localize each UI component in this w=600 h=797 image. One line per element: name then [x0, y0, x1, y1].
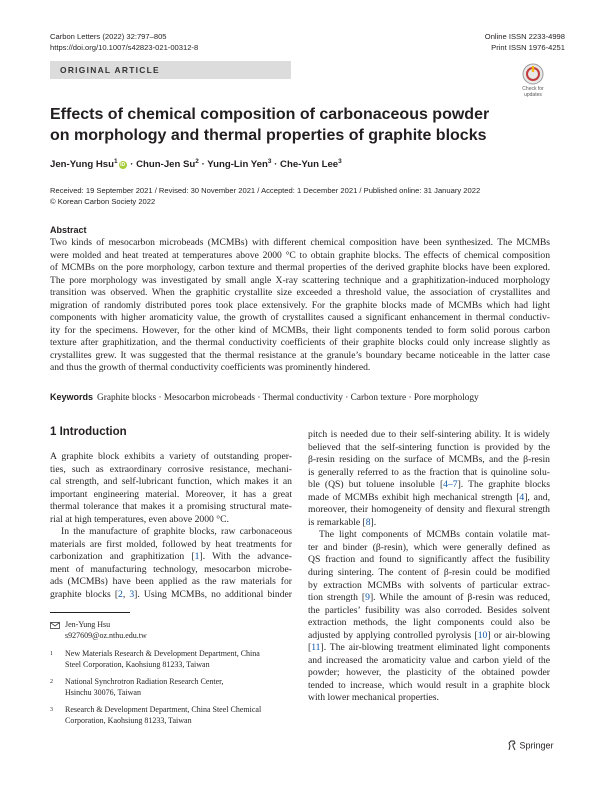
text-line	[50, 501, 292, 514]
text-segment: ] or air-blowing	[487, 629, 551, 641]
check-updates-line1: Check for	[522, 86, 544, 92]
citation-link[interactable]: 10	[477, 629, 488, 641]
text-line	[308, 617, 550, 630]
abstract-line: migration of randomly distributed pores took place extensively. For the graphite blocks made of MCMBs which had light	[50, 299, 550, 311]
author-name[interactable]: Chun-Jen Su	[136, 159, 196, 171]
text-segment: ]. The graphite blocks	[457, 479, 550, 491]
text-segment: In the manufacture of graphite blocks, raw carbonaceous	[61, 526, 292, 538]
text-segment: the particles’ fusibility was also corroded. Besides solvent	[308, 604, 550, 616]
corresponding-name: Jen-Yung Hsu	[65, 620, 111, 629]
citation-link[interactable]: 4–7	[443, 479, 458, 491]
text-segment: tion strength [	[308, 592, 366, 604]
author-name[interactable]: Yung-Lin Yen	[207, 159, 268, 171]
copyright-line: © Korean Carbon Society 2022	[50, 197, 156, 206]
text-segment: extraction methods, the light components could also be	[308, 617, 550, 629]
citation-link[interactable]: 9	[365, 592, 370, 604]
citation-link[interactable]: 8	[365, 516, 371, 528]
journal-header	[50, 31, 198, 53]
text-segment: carbonization and graphitization [	[50, 551, 195, 563]
check-updates-line2: updates	[524, 92, 542, 98]
text-line	[308, 504, 550, 517]
article-title	[50, 104, 530, 146]
text-segment: ,	[122, 589, 130, 601]
text-line	[50, 489, 292, 502]
body-column-right	[308, 429, 550, 705]
text-line	[308, 442, 550, 455]
abstract-line: were molded and heat treated at temperatures above 2000 °C to obtain graphite blocks. The effects of chemical composition	[50, 249, 550, 261]
keywords-line	[50, 391, 479, 404]
text-line	[50, 476, 292, 489]
text-line	[308, 529, 550, 542]
text-line	[308, 580, 550, 593]
dates-line: Received: 19 September 2021 / Revised: 30 November 2021 / Accepted: 1 December 2021 / Published online: 31 January 2022	[50, 186, 481, 195]
abstract-line: The pore morphology was investigated by small angle X-ray scattering technique and a graphitization-induced morphology	[50, 274, 550, 286]
text-line	[308, 517, 550, 530]
text-segment: rial at high temperatures, even above 2000 °C.	[50, 513, 229, 525]
text-line	[50, 451, 292, 464]
text-segment: [	[308, 642, 312, 654]
author-separator: ·	[271, 159, 281, 171]
text-line	[308, 429, 550, 442]
author-separator: ·	[198, 159, 208, 171]
text-segment: β-resin residing on the surface of MCMBs, and the β-resin	[308, 454, 550, 466]
abstract-line: crystallites grew. It was suggested that the thermal resistance at the granule’s boundary became noticeable in the latter case	[50, 349, 550, 361]
text-line	[308, 680, 550, 693]
text-segment: ter and binder (β-resin), which were generally defined as	[308, 541, 550, 553]
affiliation	[50, 677, 292, 698]
publisher-logo	[507, 740, 554, 751]
text-segment: important engineering material. Moreover, it has a great	[50, 488, 292, 500]
abstract-line: ity for the specimens. However, for the other kind of MCMBs, their light components tended to form solid porous carbon	[50, 324, 550, 336]
citation-link[interactable]: 2	[118, 589, 123, 601]
text-segment: powder; however, the plasticity of the obtained powder	[308, 667, 550, 679]
text-segment: pitch is needed due to their self-sintering ability. It is widely	[308, 429, 550, 440]
article-type-banner: ORIGINAL ARTICLE	[50, 61, 291, 79]
text-segment: The light components of MCMBs contain volatile mat-	[319, 529, 550, 541]
corresponding-author	[50, 620, 292, 641]
abstract-line: components with higher aromaticity value, the growth of crystallites caused a significant enhancement in thermal conductiv-	[50, 312, 550, 323]
text-line	[308, 630, 550, 643]
text-segment: ]. The air-blowing treatment eliminated light components	[320, 642, 550, 654]
author-separator: ·	[127, 159, 137, 171]
text-segment: ment of manufacturing technology, mesocarbon microbe-	[50, 563, 292, 575]
text-line	[308, 655, 550, 668]
text-line	[50, 551, 292, 564]
keywords-label: Keywords	[50, 392, 94, 402]
text-line	[308, 605, 550, 618]
text-segment: materials are first molded, followed by heat treatments for	[50, 538, 292, 550]
author-affiliation-mark: 3	[338, 158, 342, 165]
author-list	[50, 156, 342, 171]
affiliation-line: National Synchrotron Radiation Research Center,	[65, 677, 224, 686]
envelope-icon	[50, 622, 60, 629]
title-line-1: Effects of chemical composition of carbonaceous powder	[50, 106, 490, 123]
text-line	[308, 667, 550, 680]
springer-horse-icon	[507, 740, 517, 751]
publisher-name: Springer	[519, 740, 554, 751]
text-line	[308, 542, 550, 555]
citation-link[interactable]: 1	[194, 551, 200, 563]
check-for-updates-badge[interactable]	[516, 63, 550, 101]
citation-link[interactable]: 4	[519, 491, 525, 503]
text-segment: adjusted by applying controlled pyrolysis [	[308, 629, 478, 641]
text-line	[50, 564, 292, 577]
text-segment: QS fraction and found to significantly affect the fusibility	[308, 554, 550, 566]
abstract-line: texture after graphitization, and the thermal conductivity coefficients of their graphite blocks could only increase slightly as	[50, 337, 550, 348]
affiliation-line: Hsinchu 30076, Taiwan	[65, 687, 141, 697]
affiliation-number: 1	[50, 651, 53, 657]
affiliation	[50, 705, 292, 726]
affiliation	[50, 649, 292, 670]
affiliation-line: New Materials Research & Development Department, China	[65, 649, 260, 658]
orcid-icon[interactable]: iD	[120, 162, 126, 169]
text-segment: with lower mechanical properties.	[308, 692, 439, 704]
affiliation-number: 2	[50, 679, 53, 685]
footnote-divider	[50, 612, 130, 613]
text-line	[50, 526, 292, 539]
text-segment: ]. Using MCMBs, no additional binder	[134, 589, 293, 601]
text-segment: moreover, their homogeneity of density and flexural strength	[308, 504, 550, 516]
title-line-2: on morphology and thermal properties of graphite blocks	[50, 127, 487, 144]
journal-citation: Carbon Letters (2022) 32:797–805	[50, 32, 167, 41]
text-segment: by extraction MCMBs with solvents of particular extrac-	[308, 579, 550, 591]
body-column-left	[50, 451, 292, 602]
author-affiliation-mark: 3	[267, 158, 272, 165]
footnotes	[50, 620, 292, 726]
text-line	[308, 479, 550, 492]
affiliation-line: Research & Development Department, China Steel Chemical	[65, 705, 262, 714]
text-line	[50, 514, 292, 527]
text-segment: A graphite block exhibits a variety of outstanding proper-	[50, 451, 292, 462]
text-line	[308, 692, 550, 705]
abstract-line: of MCMBs on the pore morphology, carbon texture and thermal properties of the derived graphite blocks have been explored.	[50, 262, 550, 273]
text-segment: ads (MCMBs) have been applied as the raw materials for	[50, 576, 292, 588]
text-line	[308, 567, 550, 580]
check-for-updates-icon	[522, 63, 544, 85]
text-segment: ], and,	[524, 491, 550, 503]
text-segment: ties, such as extraordinary corrosive resistance, mechani-	[50, 463, 292, 475]
text-segment: is remarkable [	[308, 516, 366, 528]
text-segment: tended to increase, which would result in a graphite block	[308, 679, 550, 691]
text-line	[50, 464, 292, 477]
text-segment: ].	[370, 516, 377, 528]
citation-link[interactable]: 11	[311, 642, 321, 654]
text-line	[308, 492, 550, 505]
author-affiliation-mark: 1	[113, 158, 118, 165]
text-segment: made of MCMBs exhibit high mechanical strength [	[308, 491, 520, 503]
text-segment: ]. With the advance-	[199, 551, 292, 563]
affiliation-line: Corporation, Kaohsiung 81233, Taiwan	[65, 715, 192, 725]
abstract-line: transition was observed. When the graphitic crystallite size exceeded a threshold value, the association of crystallites and	[50, 287, 550, 298]
print-issn: Print ISSN 1976-4251	[491, 43, 565, 52]
text-line	[50, 539, 292, 552]
abstract-body	[50, 237, 550, 375]
text-line	[308, 454, 550, 467]
author-affiliation-mark: 2	[195, 158, 199, 165]
text-segment: cal strength, and self-lubricant function, which makes it an	[50, 476, 292, 488]
text-line	[308, 554, 550, 567]
abstract-line: Two kinds of mesocarbon microbeads (MCMBs) with different chemical composition have been synthesized. The MCMBs	[50, 237, 550, 248]
citation-link[interactable]: 3	[129, 589, 135, 601]
doi-link[interactable]: https://doi.org/10.1007/s42823-021-00312-8	[50, 43, 199, 52]
author-name[interactable]: Jen-Yung Hsu	[50, 159, 114, 171]
text-line	[308, 642, 550, 655]
text-segment: thermal tolerance that makes it a promising structural mate-	[50, 501, 292, 513]
author-name[interactable]: Che-Yun Lee	[280, 159, 339, 171]
text-segment: ble (QS) but toluene insoluble [	[308, 479, 444, 491]
text-segment: during sintering. The content of β-resin could be modified	[308, 567, 550, 579]
abstract-heading: Abstract	[50, 225, 87, 235]
text-segment: ]. While the amount of β-resin was reduced,	[369, 592, 551, 604]
text-line	[50, 576, 292, 589]
text-line	[308, 592, 550, 605]
section-heading: 1 Introduction	[50, 426, 127, 438]
abstract-line: and thus the growth of thermal conductivity coefficients was prominently hindered.	[50, 362, 371, 373]
text-segment: and increased the aromaticity value and carbon yield of the	[308, 654, 550, 666]
corresponding-email[interactable]: s927609@oz.nthu.edu.tw	[65, 630, 147, 640]
publication-history	[50, 185, 480, 207]
keywords-list: Graphite blocks · Mesocarbon microbeads · Thermal conductivity · Carbon texture · Pore morphology	[97, 393, 479, 403]
text-segment: graphite blocks [	[50, 589, 119, 601]
text-segment: believed that the self-sintering function is provided by the	[308, 441, 550, 453]
text-segment: is generally referred to as the fraction that is quinoline solu-	[308, 466, 550, 478]
online-issn: Online ISSN 2233-4998	[484, 32, 565, 41]
text-line	[50, 589, 292, 602]
issn-block	[485, 31, 565, 53]
text-line	[308, 467, 550, 480]
affiliation-number: 3	[50, 707, 53, 713]
affiliation-line: Steel Corporation, Kaohsiung 81233, Taiwan	[65, 659, 210, 669]
